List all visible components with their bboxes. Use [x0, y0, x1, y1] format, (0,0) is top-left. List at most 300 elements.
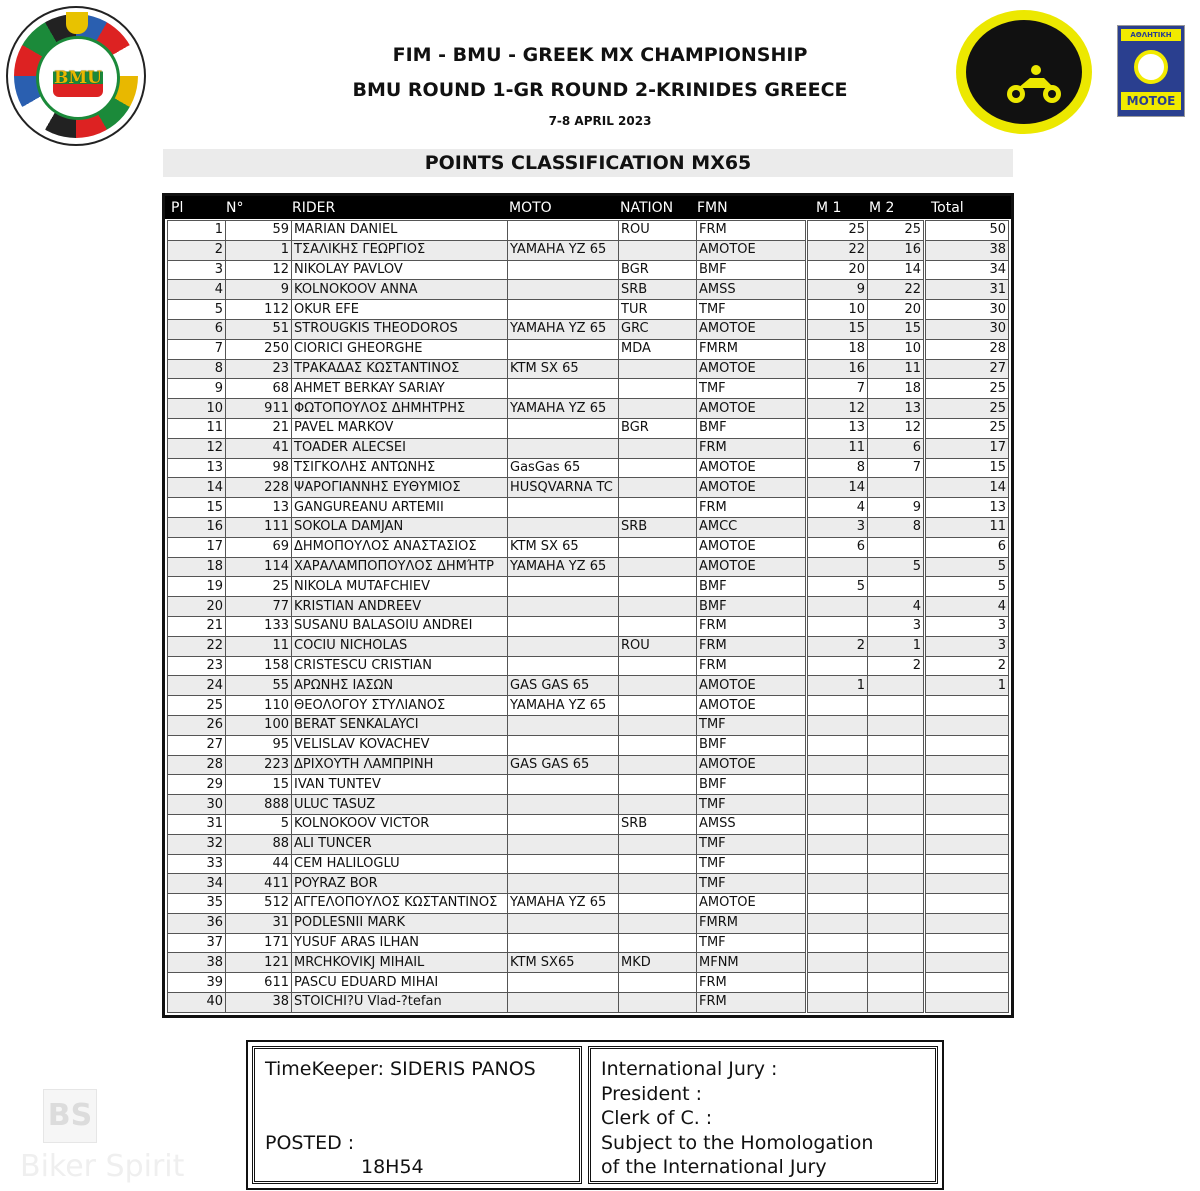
cell-total: 30	[925, 319, 1009, 339]
cell-number: 59	[226, 221, 292, 241]
cell-m1	[807, 557, 868, 577]
cell-fmn: AMOTOE	[697, 755, 807, 775]
cell-pl: 5	[168, 300, 226, 320]
cell-pl: 32	[168, 834, 226, 854]
cell-rider: NIKOLA MUTAFCHIEV	[292, 577, 508, 597]
cell-total: 1	[925, 676, 1009, 696]
cell-fmn: TMF	[697, 854, 807, 874]
cell-pl: 23	[168, 656, 226, 676]
cell-m1	[807, 735, 868, 755]
cell-total	[925, 874, 1009, 894]
cell-pl: 17	[168, 537, 226, 557]
cell-nation	[619, 735, 697, 755]
cell-total: 17	[925, 438, 1009, 458]
cell-fmn: AMOTOE	[697, 478, 807, 498]
cell-fmn: TMF	[697, 300, 807, 320]
col-nation: NATION	[620, 200, 674, 216]
cell-nation	[619, 537, 697, 557]
cell-m2	[868, 775, 925, 795]
cell-number: 250	[226, 339, 292, 359]
championship-title: FIM - BMU - GREEK MX CHAMPIONSHIP	[392, 44, 808, 66]
cell-m1	[807, 913, 868, 933]
table-row	[168, 913, 1009, 933]
cell-total: 34	[925, 260, 1009, 280]
cell-moto	[508, 498, 619, 518]
cell-pl: 30	[168, 795, 226, 815]
results-grid	[167, 220, 1009, 1013]
motoe-logo	[1117, 25, 1185, 117]
cell-m2: 10	[868, 339, 925, 359]
cell-number: 158	[226, 656, 292, 676]
col-total: Total	[931, 200, 964, 216]
cell-fmn: FMRM	[697, 339, 807, 359]
cell-fmn: AMSS	[697, 814, 807, 834]
cell-rider: ΑΡΩΝΗΣ ΙΑΣΩΝ	[292, 676, 508, 696]
cell-nation	[619, 498, 697, 518]
motoe-logo-top: ΑΘΛΗΤΙΚΗ	[1121, 29, 1181, 41]
cell-fmn: TMF	[697, 874, 807, 894]
cell-moto	[508, 715, 619, 735]
cell-total: 3	[925, 636, 1009, 656]
cell-nation	[619, 973, 697, 993]
cell-number: 112	[226, 300, 292, 320]
cell-m2: 18	[868, 379, 925, 399]
cell-fmn: TMF	[697, 379, 807, 399]
cell-number: 15	[226, 775, 292, 795]
cell-m2	[868, 993, 925, 1013]
cell-pl: 35	[168, 894, 226, 914]
cell-pl: 27	[168, 735, 226, 755]
cell-m2	[868, 834, 925, 854]
cell-m2	[868, 537, 925, 557]
cell-total	[925, 933, 1009, 953]
col-moto: MOTO	[509, 200, 552, 216]
cell-nation	[619, 458, 697, 478]
cell-nation	[619, 616, 697, 636]
cell-rider: MARIAN DANIEL	[292, 221, 508, 241]
cell-pl: 21	[168, 616, 226, 636]
cell-moto	[508, 221, 619, 241]
cell-rider: PASCU EDUARD MIHAI	[292, 973, 508, 993]
cell-m2	[868, 953, 925, 973]
cell-pl: 16	[168, 517, 226, 537]
cell-m2	[868, 913, 925, 933]
cell-total	[925, 814, 1009, 834]
table-row	[168, 478, 1009, 498]
cell-fmn: AMOTOE	[697, 319, 807, 339]
cell-rider: ΧΑΡΑΛΑΜΠΟΠΟΥΛΟΣ ΔΗΜΉΤΡ	[292, 557, 508, 577]
cell-m1	[807, 715, 868, 735]
cell-pl: 33	[168, 854, 226, 874]
cell-fmn: BMF	[697, 775, 807, 795]
cell-rider: CRISTESCU CRISTIAN	[292, 656, 508, 676]
cell-moto: GAS GAS 65	[508, 676, 619, 696]
cell-pl: 19	[168, 577, 226, 597]
cell-pl: 9	[168, 379, 226, 399]
cell-total	[925, 735, 1009, 755]
table-row	[168, 656, 1009, 676]
cell-m2: 15	[868, 319, 925, 339]
cell-rider: KOLNOKOOV ANNA	[292, 280, 508, 300]
cell-nation: TUR	[619, 300, 697, 320]
cell-total	[925, 775, 1009, 795]
cell-rider: ΦΩΤΟΠΟΥΛΟΣ ΔΗΜΗΤΡΗΣ	[292, 399, 508, 419]
cell-moto	[508, 913, 619, 933]
cell-m1	[807, 755, 868, 775]
cell-m2	[868, 676, 925, 696]
cell-number: 68	[226, 379, 292, 399]
cell-fmn: AMOTOE	[697, 458, 807, 478]
table-row	[168, 577, 1009, 597]
cell-moto	[508, 339, 619, 359]
cell-rider: TOADER ALECSEI	[292, 438, 508, 458]
table-row	[168, 953, 1009, 973]
cell-m2	[868, 755, 925, 775]
cell-nation: SRB	[619, 280, 697, 300]
cell-number: 41	[226, 438, 292, 458]
cell-nation	[619, 795, 697, 815]
cell-total: 4	[925, 597, 1009, 617]
cell-number: 38	[226, 993, 292, 1013]
cell-m2: 9	[868, 498, 925, 518]
table-row	[168, 399, 1009, 419]
cell-rider: CIORICI GHEORGHE	[292, 339, 508, 359]
cell-number: 95	[226, 735, 292, 755]
cell-m2	[868, 735, 925, 755]
cell-fmn: AMOTOE	[697, 399, 807, 419]
cell-m1	[807, 834, 868, 854]
cell-moto	[508, 260, 619, 280]
cell-total	[925, 894, 1009, 914]
cell-m1	[807, 973, 868, 993]
cell-m2	[868, 577, 925, 597]
cell-m1	[807, 795, 868, 815]
cell-rider: KOLNOKOOV VICTOR	[292, 814, 508, 834]
cell-pl: 13	[168, 458, 226, 478]
cell-nation	[619, 715, 697, 735]
cell-m2: 22	[868, 280, 925, 300]
table-row	[168, 597, 1009, 617]
cell-m1: 1	[807, 676, 868, 696]
cell-m1: 18	[807, 339, 868, 359]
cell-m2: 11	[868, 359, 925, 379]
cell-m1: 2	[807, 636, 868, 656]
cell-m1	[807, 597, 868, 617]
cell-pl: 28	[168, 755, 226, 775]
cell-m2: 25	[868, 221, 925, 241]
cell-rider: ΔΡΙΧΟΥΤΗ ΛΑΜΠΡΙΝΗ	[292, 755, 508, 775]
table-row	[168, 438, 1009, 458]
cell-total	[925, 834, 1009, 854]
cell-m1: 16	[807, 359, 868, 379]
cell-number: 111	[226, 517, 292, 537]
cell-rider: PODLESNII MARK	[292, 913, 508, 933]
table-row	[168, 933, 1009, 953]
cell-total: 25	[925, 418, 1009, 438]
cell-m1: 5	[807, 577, 868, 597]
cell-number: 31	[226, 913, 292, 933]
table-row	[168, 814, 1009, 834]
cell-pl: 31	[168, 814, 226, 834]
cell-fmn: FRM	[697, 616, 807, 636]
table-row	[168, 696, 1009, 716]
cell-nation	[619, 438, 697, 458]
cell-number: 411	[226, 874, 292, 894]
cell-number: 44	[226, 854, 292, 874]
cell-total	[925, 795, 1009, 815]
cell-m1	[807, 814, 868, 834]
cell-m2: 20	[868, 300, 925, 320]
cell-total	[925, 953, 1009, 973]
cell-total	[925, 913, 1009, 933]
cell-moto	[508, 933, 619, 953]
cell-pl: 20	[168, 597, 226, 617]
table-row	[168, 834, 1009, 854]
cell-fmn: TMF	[697, 715, 807, 735]
cell-moto: YAMAHA YZ 65	[508, 557, 619, 577]
table-row	[168, 339, 1009, 359]
cell-pl: 22	[168, 636, 226, 656]
cell-pl: 7	[168, 339, 226, 359]
cell-m2	[868, 715, 925, 735]
cell-m1: 3	[807, 517, 868, 537]
cell-rider: SOKOLA DAMJAN	[292, 517, 508, 537]
cell-moto	[508, 973, 619, 993]
cell-number: 228	[226, 478, 292, 498]
cell-total: 5	[925, 577, 1009, 597]
cell-total: 38	[925, 240, 1009, 260]
timekeeper: TimeKeeper: SIDERIS PANOS	[265, 1058, 536, 1080]
cell-m2: 2	[868, 656, 925, 676]
cell-number: 114	[226, 557, 292, 577]
cell-rider: ΤΡΑΚΑΔΑΣ ΚΩΣΤΑΝΤΙΝΟΣ	[292, 359, 508, 379]
cell-m1	[807, 854, 868, 874]
cell-pl: 40	[168, 993, 226, 1013]
cell-moto	[508, 636, 619, 656]
cell-m1: 10	[807, 300, 868, 320]
cell-m2: 13	[868, 399, 925, 419]
cell-number: 5	[226, 814, 292, 834]
table-row	[168, 636, 1009, 656]
cell-number: 51	[226, 319, 292, 339]
posted-label: POSTED :	[265, 1131, 355, 1154]
cell-m2: 8	[868, 517, 925, 537]
cell-pl: 10	[168, 399, 226, 419]
cell-nation	[619, 696, 697, 716]
cell-number: 9	[226, 280, 292, 300]
table-row	[168, 221, 1009, 241]
cell-nation	[619, 933, 697, 953]
cell-rider: ΘΕΟΛΟΓΟΥ ΣΤΥΛΙΑΝΟΣ	[292, 696, 508, 716]
cell-moto: YAMAHA YZ 65	[508, 240, 619, 260]
col-number: N°	[226, 200, 244, 216]
cell-m2: 4	[868, 597, 925, 617]
cell-m1	[807, 775, 868, 795]
table-row	[168, 359, 1009, 379]
cell-pl: 24	[168, 676, 226, 696]
cell-pl: 37	[168, 933, 226, 953]
cell-pl: 18	[168, 557, 226, 577]
cell-fmn: BMF	[697, 260, 807, 280]
table-row	[168, 240, 1009, 260]
cell-fmn: BMF	[697, 735, 807, 755]
cell-total: 5	[925, 557, 1009, 577]
cell-moto	[508, 656, 619, 676]
cell-fmn: FRM	[697, 973, 807, 993]
cell-moto	[508, 517, 619, 537]
cell-nation	[619, 597, 697, 617]
cell-total: 2	[925, 656, 1009, 676]
cell-rider: IVAN TUNTEV	[292, 775, 508, 795]
cell-rider: VELISLAV KOVACHEV	[292, 735, 508, 755]
footer-panel	[246, 1040, 944, 1190]
cell-m2	[868, 795, 925, 815]
cell-nation	[619, 478, 697, 498]
cell-moto	[508, 814, 619, 834]
cell-moto	[508, 577, 619, 597]
cell-fmn: TMF	[697, 933, 807, 953]
table-row	[168, 775, 1009, 795]
biker-spirit-watermark: Biker Spirit	[20, 1149, 185, 1184]
cell-fmn: AMCC	[697, 517, 807, 537]
cell-moto	[508, 795, 619, 815]
cell-rider: SUSANU BALASOIU ANDREI	[292, 616, 508, 636]
table-row	[168, 537, 1009, 557]
event-date: 7-8 APRIL 2023	[548, 114, 652, 128]
table-row	[168, 517, 1009, 537]
cell-m2	[868, 894, 925, 914]
cell-total: 28	[925, 339, 1009, 359]
cell-number: 23	[226, 359, 292, 379]
cell-nation	[619, 379, 697, 399]
cell-fmn: FRM	[697, 993, 807, 1013]
cell-nation	[619, 399, 697, 419]
cell-number: 21	[226, 418, 292, 438]
cell-nation	[619, 656, 697, 676]
table-row	[168, 894, 1009, 914]
jury-box	[588, 1046, 938, 1184]
cell-total	[925, 854, 1009, 874]
cell-moto	[508, 874, 619, 894]
cell-m2	[868, 696, 925, 716]
table-row	[168, 676, 1009, 696]
cell-moto	[508, 597, 619, 617]
motoe-logo-word: MOTOE	[1121, 92, 1181, 110]
cell-total: 11	[925, 517, 1009, 537]
cell-m2: 12	[868, 418, 925, 438]
cell-rider: STROUGKIS THEODOROS	[292, 319, 508, 339]
cell-m1	[807, 616, 868, 636]
cell-moto	[508, 280, 619, 300]
bmu-logo-text: BMU	[53, 59, 103, 97]
cell-nation: MKD	[619, 953, 697, 973]
table-row	[168, 260, 1009, 280]
cell-nation	[619, 913, 697, 933]
cell-fmn: BMF	[697, 418, 807, 438]
cell-nation	[619, 854, 697, 874]
table-row	[168, 379, 1009, 399]
cell-nation	[619, 359, 697, 379]
cell-m2: 6	[868, 438, 925, 458]
cell-fmn: BMF	[697, 597, 807, 617]
cell-fmn: AMOTOE	[697, 537, 807, 557]
cell-rider: ΤΣΑΛΙΚΗΣ ΓΕΩΡΓΙΟΣ	[292, 240, 508, 260]
cell-nation: GRC	[619, 319, 697, 339]
cell-moto	[508, 379, 619, 399]
cell-total: 25	[925, 399, 1009, 419]
cell-number: 13	[226, 498, 292, 518]
cell-fmn: AMOTOE	[697, 676, 807, 696]
col-pl: Pl	[171, 200, 184, 216]
cell-m1	[807, 993, 868, 1013]
cell-moto: KTM SX 65	[508, 359, 619, 379]
cell-nation	[619, 775, 697, 795]
cell-pl: 8	[168, 359, 226, 379]
cell-m1: 7	[807, 379, 868, 399]
cell-pl: 38	[168, 953, 226, 973]
cell-moto: KTM SX 65	[508, 537, 619, 557]
cell-m1: 8	[807, 458, 868, 478]
table-row	[168, 280, 1009, 300]
cell-moto	[508, 775, 619, 795]
cell-nation	[619, 894, 697, 914]
cell-fmn: FRM	[697, 438, 807, 458]
cell-nation: ROU	[619, 636, 697, 656]
trophy-icon	[66, 12, 88, 34]
cell-moto	[508, 735, 619, 755]
cell-m2: 1	[868, 636, 925, 656]
cell-m2	[868, 478, 925, 498]
cell-moto: YAMAHA YZ 65	[508, 696, 619, 716]
cell-m1: 22	[807, 240, 868, 260]
cell-moto: KTM SX65	[508, 953, 619, 973]
cell-rider: ΨΑΡΟΓΙΑΝΝΗΣ ΕΥΘΥΜΙΟΣ	[292, 478, 508, 498]
cell-m2: 16	[868, 240, 925, 260]
cell-number: 171	[226, 933, 292, 953]
cell-number: 77	[226, 597, 292, 617]
cell-rider: BERAT SENKALAYCI	[292, 715, 508, 735]
cell-total: 27	[925, 359, 1009, 379]
table-header	[165, 196, 1011, 219]
jury-title: International Jury :	[601, 1058, 778, 1080]
cell-m2	[868, 814, 925, 834]
table-row	[168, 854, 1009, 874]
cell-rider: OKUR EFE	[292, 300, 508, 320]
table-row	[168, 993, 1009, 1013]
cell-nation: ROU	[619, 221, 697, 241]
cell-moto	[508, 438, 619, 458]
cell-nation	[619, 874, 697, 894]
cell-fmn: MFNM	[697, 953, 807, 973]
table-row	[168, 755, 1009, 775]
cell-rider: ALI TUNCER	[292, 834, 508, 854]
cell-nation: BGR	[619, 260, 697, 280]
cell-fmn: FRM	[697, 498, 807, 518]
cell-rider: KRISTIAN ANDREEV	[292, 597, 508, 617]
col-rider: RIDER	[292, 200, 336, 216]
cell-number: 25	[226, 577, 292, 597]
cell-fmn: FRM	[697, 221, 807, 241]
cell-m2	[868, 973, 925, 993]
bs-badge-watermark: BS	[43, 1089, 97, 1143]
timekeeper-box	[252, 1046, 582, 1184]
cell-rider: COCIU NICHOLAS	[292, 636, 508, 656]
cell-m1	[807, 696, 868, 716]
cell-number: 69	[226, 537, 292, 557]
cell-total	[925, 993, 1009, 1013]
cell-pl: 11	[168, 418, 226, 438]
cell-m2: 14	[868, 260, 925, 280]
